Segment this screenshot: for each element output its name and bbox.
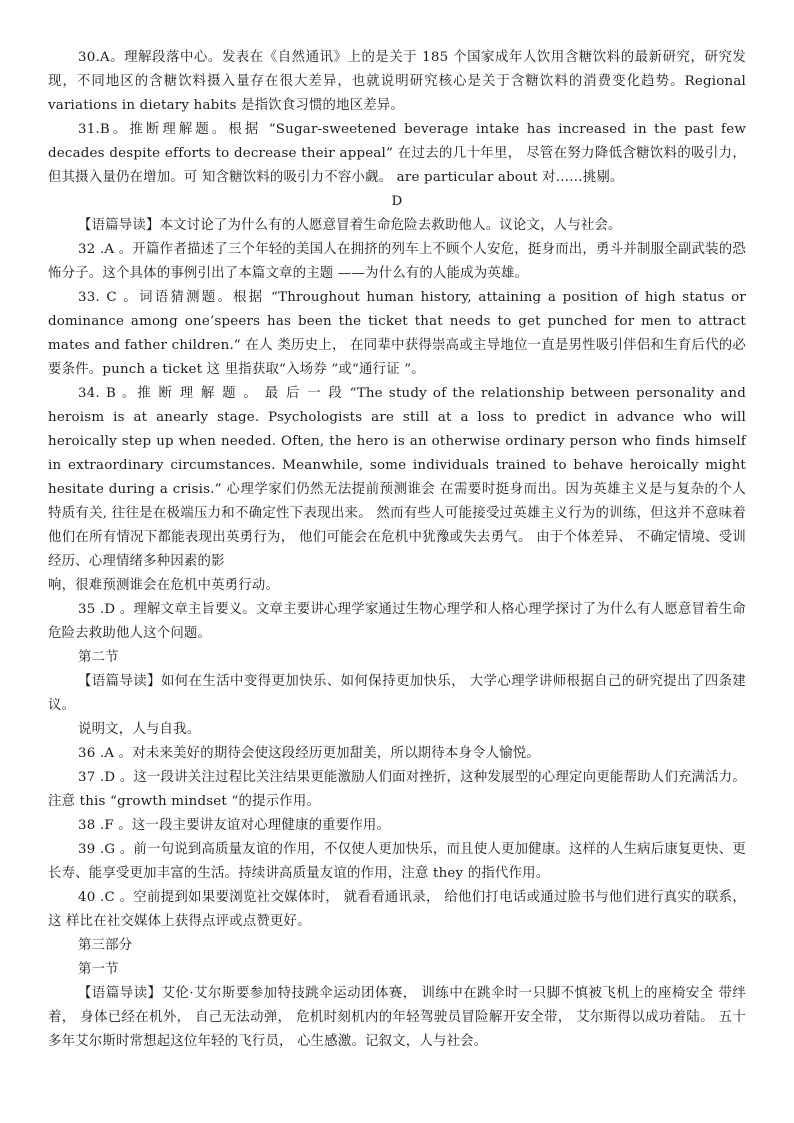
answer-35-paragraph: 35 .D 。理解文章主旨要义。文章主要讲心理学家通过生物心理学和人格心理学探讨了为什么有人愿意冒着生命危险去救助他人这个问题。 — [48, 602, 746, 641]
section-2-heading: 第二节 — [78, 650, 119, 665]
part-3-section-1-heading: 第一节 — [78, 962, 119, 977]
passage-d-guide: 【语篇导读】本文讨论了为什么有的人愿意冒着生命危险去救助他人。议论文，人与社会。 — [78, 218, 622, 233]
answer-34-paragraph: 34. B 。推 断 理 解 题 。 最 后 一 段 “The study of the relationship between personality and heroism is at anearly stage. Psychologists are still at a loss to predict in advance who will heroically step up when needed. Often, the hero is an otherwise ordinary person who finds himself in extraordinary circumstances. Meanwhile, some individuals trained to behave heroically might hesitate during a crisis.” 心理学家们仍然无法提前预测谁会 在需要时挺身而出。因为英雄主义是与复杂的个人特质有关, 往往是在极端压力和不确定性下表现出来。 然而有些人可能接受过英雄主义行为的训练，但这并不意味着他们在所有情况下都能表现出英勇行为， 他们可能会在危机中犹豫或失去勇气。 由于个体差异、 不确定情境、受训经历、心理情绪多种因素的影 — [48, 386, 746, 569]
section-2-genre: 说明文，人与自我。 — [78, 722, 201, 737]
answer-31-paragraph: 31.B。推断理解题。根据 “Sugar-sweetened beverage intake has increased in the past few decades despite efforts to decrease their appeal” 在过去的几十年里， 尽管在努力降低含糖饮料的吸引力，但其摄入量仍在增加。可 知含糖饮料的吸引力不容小觑。 are particular about 对……挑剔。 — [48, 122, 746, 185]
answer-40-paragraph: 40 .C 。空前提到如果要浏览社交媒体时， 就看看通讯录， 给他们打电话或通过脸书与他们进行真实的联系， 这 样比在社交媒体上获得点评或点赞更好。 — [48, 890, 746, 929]
answer-39-paragraph: 39 .G 。前一句说到高质量友谊的作用，不仅使人更加快乐，而且使人更加健康。这样的人生病后康复更快、更长寿、能享受更加丰富的生活。持续讲高质量友谊的作用，注意 they 的指代作用。 — [48, 842, 746, 881]
section-d-heading: D — [391, 194, 403, 209]
answer-36-paragraph: 36 .A 。对未来美好的期待会使这段经历更加甜美，所以期待本身令人愉悦。 — [78, 746, 540, 761]
answer-37-paragraph: 37 .D 。这一段讲关注过程比关注结果更能激励人们面对挫折，这种发展型的心理定向更能帮助人们充满活力。注意 this “growth mindset ”的提示作用。 — [48, 770, 746, 809]
answer-32-paragraph: 32 .A 。开篇作者描述了三个年轻的美国人在拥挤的列车上不顾个人安危，挺身而出，勇斗并制服全副武装的恐怖分子。这个具体的事例引出了本篇文章的主题 ——为什么有的人能成为英雄。 — [48, 242, 746, 281]
part-3-heading: 第三部分 — [78, 938, 133, 953]
section-2-guide: 【语篇导读】如何在生活中变得更加快乐、如何保持更加快乐， 大学心理学讲师根据自己的研究提出了四条建议。 — [48, 674, 746, 713]
answer-33-paragraph: 33. C 。词语猜测题。根据 “Throughout human history, attaining a position of high status or dominance among one’speers has been the ticket that needs to get punched for men to attract mates and father children.” 在人 类历史上， 在同辈中获得崇高或主导地位一直是男性吸引伴侣和生育后代的必要条件。punch a ticket 这 里指获取“入场券 ”或“通行证 ”。 — [48, 290, 746, 377]
answer-38-paragraph: 38 .F 。这一段主要讲友谊对心理健康的重要作用。 — [78, 818, 391, 833]
answer-34-continuation: 响，很难预测谁会在危机中英勇行动。 — [48, 578, 280, 593]
answer-30-paragraph: 30.A。理解段落中心。发表在《自然通讯》上的是关于 185 个国家成年人饮用含糖饮料的最新研究，研究发现，不同地区的含糖饮料摄入量存在很大差异，也就说明研究核心是关于含糖饮料的消费变化趋势。Regional variations in dietary habits 是指饮食习惯的地区差异。 — [48, 50, 746, 113]
part-3-guide: 【语篇导读】艾伦·艾尔斯要参加特技跳伞运动团体赛， 训练中在跳伞时一只脚不慎被飞机上的座椅安全 带绊着， 身体已经在机外， 自己无法动弹， 危机时刻机内的年轻驾驶员冒险解开安全带， 艾尔斯得以成功着陆。 五十多年艾尔斯时常想起这位年轻的飞行员， 心生感激。记叙文，人与社会。 — [48, 986, 746, 1049]
